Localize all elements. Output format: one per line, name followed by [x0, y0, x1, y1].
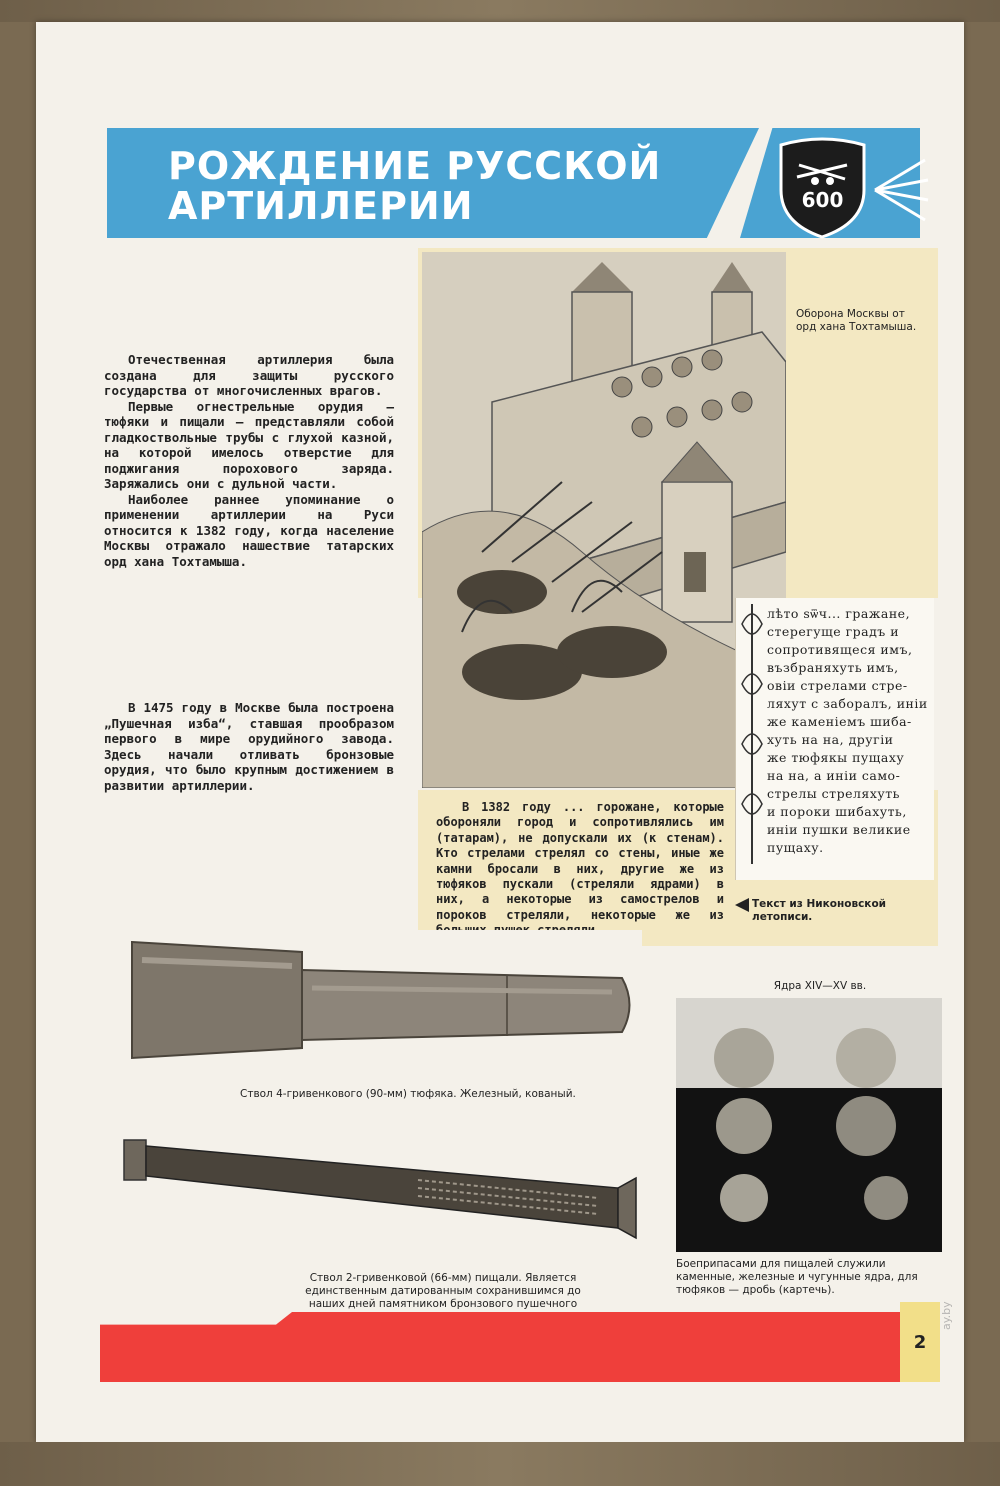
- intro-paragraph: Первые огнестрельные орудия — тюфяки и пищали — представляли собой гладкоствольные трубы с глухой казной, на которой имелось отверстие для поджигания порохового заряда. Заряжались они с дульной части.: [104, 398, 394, 491]
- quote-paragraph: В 1382 году ... горожане, которые обороняли город и сопротивлялись им (татарам), не допускали их (к стенам). Кто стрелами стрелял со стены, иные же камни бросали в них, другие же из тюфяков пускали (стреляли ядрами) в них, а некоторые из самострелов и пороков стреляли, некоторые же из: [436, 800, 724, 922]
- chronicle-line: стерегуще градъ и: [767, 624, 900, 639]
- watermark: ay.by: [940, 1301, 953, 1330]
- chronicle-line: хуть на на, другіи: [767, 732, 894, 747]
- page-title: [168, 146, 688, 226]
- tyufyak-photo: [122, 930, 642, 1070]
- chronicle-line: на на, а иніи само-: [767, 768, 901, 783]
- bronze-barrel-icon: [118, 1128, 643, 1258]
- chronicle-line: ляхут с заборалъ, иніи: [767, 696, 928, 711]
- arrow-left-icon: [735, 898, 749, 912]
- intro-paragraph: Наиболее раннее упоминание о применении артиллерии на Руси относится к 1382 году, когда население Москвы отражало нашествие татарских орд хана Тохтамыша.: [104, 491, 394, 569]
- page-number: 2: [900, 1302, 940, 1382]
- foundry-text: [104, 700, 394, 793]
- chronicle-line: лѣто ѕѿч... гражане,: [767, 606, 911, 621]
- chronicle-line: сопротивящеся имъ,: [767, 642, 913, 657]
- ornament-border-icon: [738, 604, 766, 864]
- siege-miniature-icon: [422, 252, 786, 788]
- iron-barrel-icon: [122, 930, 642, 1070]
- balls-caption: Боеприпасами для пищалей служили каменные, железные и чугунные ядра, для тюфяков — дробь (картечь).: [676, 1258, 918, 1296]
- tyufyak-caption: Ствол 4-гривенкового (90-мм) тюфяка. Железный, кованый.: [240, 1088, 576, 1100]
- foundry-paragraph: В 1475 году в Москве была построена „Пушечная изба“, ставшая прообразом первого в мире орудийного завода. Здесь начали отливать бронзовые орудия, что было крупным достижением в развитии артиллерии.: [104, 700, 394, 793]
- emblem-number: 600: [801, 188, 844, 212]
- chronicle-line: пущаху.: [767, 840, 824, 855]
- background-top: [0, 0, 1000, 22]
- intro-text: [104, 352, 394, 569]
- chronicle-line: иніи пушки великие: [767, 822, 911, 837]
- cannonballs-photo: [676, 998, 942, 1252]
- chronicle-line: стрелы стреляхуть: [767, 786, 900, 801]
- chronicle-line: же тюфякы пущаху: [767, 750, 905, 765]
- chronicle-source: Текст из Никоновской летописи.: [752, 898, 887, 923]
- balls-title: Ядра XIV—XV вв.: [773, 980, 867, 992]
- pishchal-photo: [118, 1128, 643, 1258]
- miniature-illustration: [422, 252, 786, 788]
- background-bottom: [0, 1442, 1000, 1486]
- pishchal-caption: Ствол 2-гривенковой (66-мм) пищали. Является единственным датированным сохранившимся до наших дней памятником бронзового пушечного: [305, 1272, 581, 1310]
- chronicle-line: възбраняхуть имъ,: [767, 660, 899, 675]
- chronicle-line: овіи стрелами стре-: [767, 678, 908, 693]
- cannonballs-icon: [676, 998, 942, 1252]
- intro-paragraph: Отечественная артиллерия была создана для защиты русского государства от многочисленных врагов.: [104, 352, 394, 398]
- illustration-caption: Оборона Москвы от орд хана Тохтамыша.: [796, 308, 917, 333]
- spark-rays-icon: [870, 150, 930, 230]
- chronicle-line: и пороки шибахуть,: [767, 804, 907, 819]
- quote-text: [436, 800, 724, 939]
- title-line-1: РОЖДЕНИЕ РУССКОЙ: [168, 144, 662, 188]
- title-line-2: АРТИЛЛЕРИИ: [168, 184, 474, 228]
- chronicle-line: же каменіемъ шиба-: [767, 714, 912, 729]
